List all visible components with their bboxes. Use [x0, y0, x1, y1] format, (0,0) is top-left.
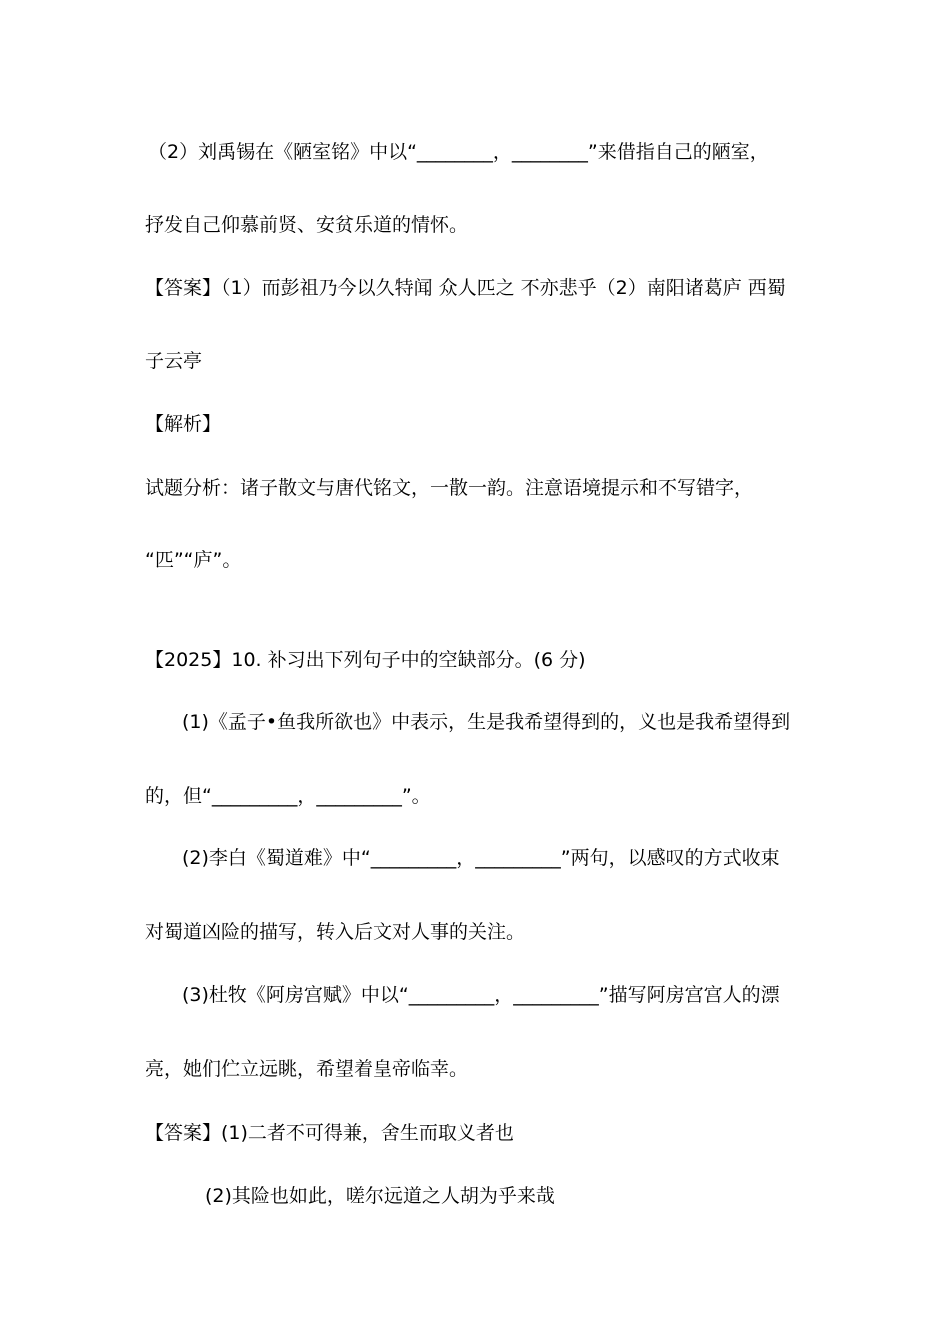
analysis-text-line-1: 试题分析：诸子散文与唐代铭文，一散一韵。注意语境提示和不写错字，: [145, 477, 754, 499]
analysis-text-line-2: “匹”“庐”。: [145, 549, 242, 571]
answer-line-2: 子云亭: [145, 350, 203, 372]
question-10-heading: 【2025】10. 补习出下列句子中的空缺部分。(6 分): [145, 649, 586, 671]
question-10-item-2-line-1: (2)李白《蜀道难》中“_________，_________”两句，以感叹的方式收束: [182, 847, 780, 869]
question-10-item-3-line-2: 亮，她们伫立远眺，希望着皇帝临幸。: [145, 1058, 469, 1080]
analysis-heading: 【解析】: [145, 413, 222, 435]
question-10-answer-line-1: 【答案】(1)二者不可得兼，舍生而取义者也: [145, 1122, 514, 1144]
question-10-item-3-line-1: (3)杜牧《阿房宫赋》中以“_________，_________”描写阿房宫宫人的漂: [182, 984, 780, 1006]
question-10-item-1-line-2: 的，但“_________，_________”。: [145, 785, 431, 807]
question-10-item-2-line-2: 对蜀道凶险的描写，转入后文对人事的关注。: [145, 921, 526, 943]
answer-line-1: 【答案】（1）而彭祖乃今以久特闻 众人匹之 不亦悲乎（2）南阳诸葛庐 西蜀: [145, 277, 786, 299]
question-2-prompt-line-2: 抒发自己仰慕前贤、安贫乐道的情怀。: [145, 214, 469, 236]
question-10-answer-line-2: (2)其险也如此，嗟尔远道之人胡为乎来哉: [205, 1185, 555, 1207]
question-10-item-1-line-1: (1)《孟子•鱼我所欲也》中表示，生是我希望得到的，义也是我希望得到: [182, 711, 791, 733]
question-2-prompt-line-1: （2）刘禹锡在《陋室铭》中以“________，________”来借指自己的陋室，: [148, 141, 769, 163]
